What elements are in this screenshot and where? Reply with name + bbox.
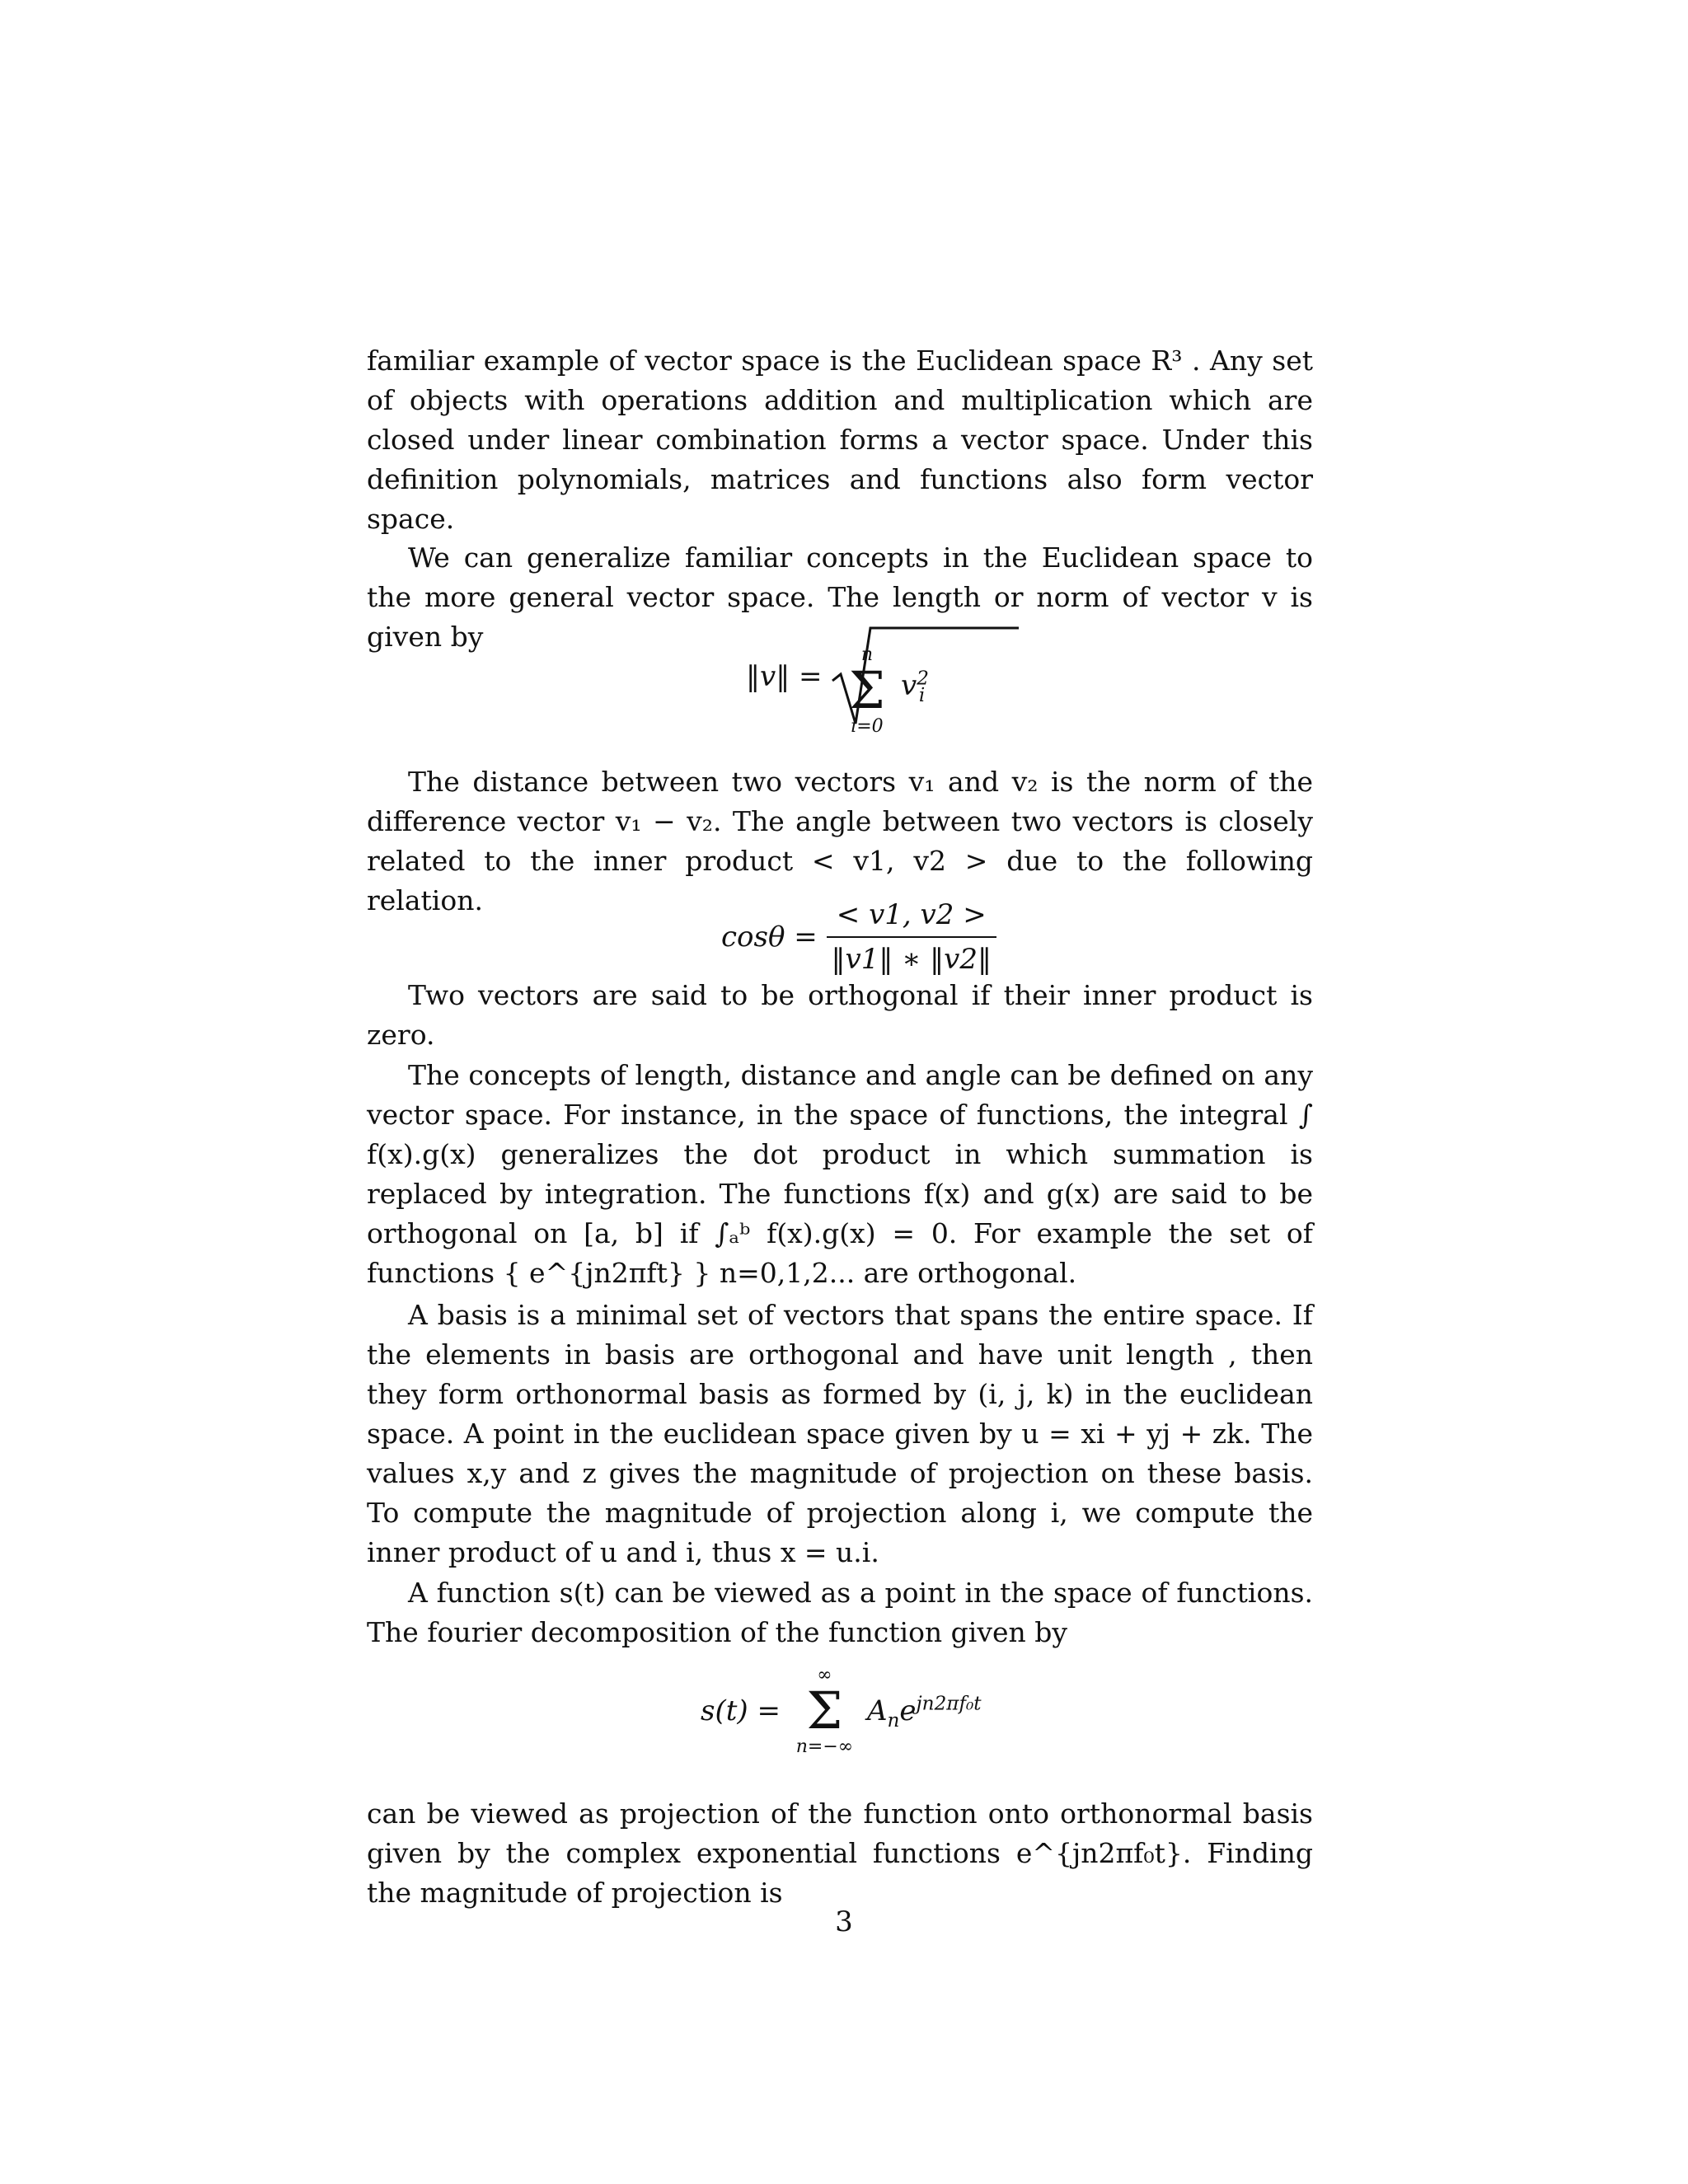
paragraph-2: We can generalize familiar concepts in the Euclidean space to the more general vector space. The length or norm of vector v is given by	[367, 541, 1313, 653]
cosine-numerator: < v1, v2 >	[827, 898, 996, 938]
cosine-lhs: cosθ =	[721, 921, 818, 954]
paragraph-4: Two vectors are said to be orthogonal if their inner product is zero.	[367, 979, 1313, 1051]
fourier-lower-limit: n=−∞	[795, 1736, 854, 1757]
page-number: 3	[835, 1905, 853, 1938]
sum-upper-limit: n	[860, 644, 873, 665]
norm-equation	[746, 626, 1020, 737]
paragraph-1: familiar example of vector space is the Euclidean space R³ . Any set of objects with operations addition and multiplication which are closed under linear combination forms a vector space. Under this definition polynomials, matrices and functions also form vector space.	[367, 344, 1313, 535]
sigma-symbol: Σ	[849, 660, 885, 720]
cosine-equation	[721, 898, 996, 976]
fourier-term: $A_ne^{jn2\pi f_0t}$	[866, 1693, 982, 1732]
fourier-sum	[796, 1665, 853, 1757]
norm-sum	[849, 644, 885, 737]
paragraph-5: The concepts of length, distance and angle can be defined on any vector space. For instance, in the space of functions, the integral ∫ f(x).g(x) generalizes the dot product in which summation is replaced by integration. The functions f(x) and g(x) are said to be orthogonal on [a, b] if ∫ₐᵇ f(x).g(x) = 0. For example the set of functions { e^{jn2πft} } n=0,1,2... are orthogonal.	[367, 1059, 1313, 1289]
sum-lower-limit: i=0	[851, 716, 884, 737]
fourier-upper-limit: ∞	[817, 1665, 832, 1685]
norm-lhs: ‖v‖ =	[746, 660, 823, 693]
cosine-fraction	[827, 898, 996, 976]
cosine-denominator: ‖v1‖ ∗ ‖v2‖	[831, 943, 992, 976]
paragraph-8: can be viewed as projection of the function onto orthonormal basis given by the complex exponential functions e^{jn2πf₀t}. Finding the magnitude of projection is	[367, 1797, 1313, 1909]
norm-term: $v^2_i$	[901, 668, 929, 706]
paragraph-3: The distance between two vectors v₁ and v₂ is the norm of the difference vector v₁ − v₂. The angle between two vectors is closely related to the inner product < v1, v2 > due to the following relation.	[367, 766, 1313, 916]
fourier-lhs: s(t) =	[701, 1694, 781, 1727]
sigma-symbol: Σ	[806, 1680, 843, 1741]
fourier-equation	[701, 1665, 982, 1757]
paragraph-6: A basis is a minimal set of vectors that spans the entire space. If the elements in basis are orthogonal and have unit length , then they form orthonormal basis as formed by (i, j, k) in the euclidean space. A point in the euclidean space given by u = xi + yj + zk. The values x,y and z gives the magnitude of projection on these basis. To compute the magnitude of projection along i, we compute the inner product of u and i, thus x = u.i.	[367, 1299, 1313, 1568]
paragraph-7: A function s(t) can be viewed as a point in the space of functions. The fourier decomposition of the function given by	[367, 1577, 1313, 1648]
